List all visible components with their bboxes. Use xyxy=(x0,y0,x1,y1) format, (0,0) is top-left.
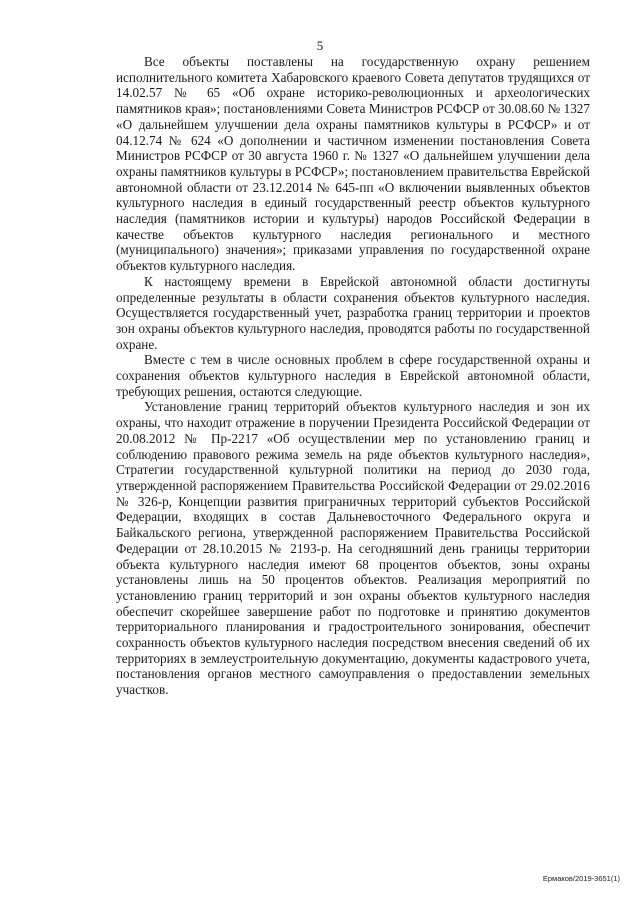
paragraph-main-problems: Вместе с тем в числе основных проблем в сфере государственной охраны и сохранения объектов культурного наследия в Еврейской автономной области, требующих решения, остаются следующие. xyxy=(116,352,590,399)
page-number: 5 xyxy=(316,38,324,53)
paragraph-boundaries: Установление границ территорий объектов культурного наследия и зон их охраны, что находит отражение в поручении Президента Российской Федерации от 20.08.2012 № Пр-2217 «Об осуществлении мер по установлению границ и соблюдению правового режима земель на ряде объектов культурного наследия», Стратегии государственной культурной политики на период до 2030 года, утвержденной распоряжением Правительства Российской Федерации от 29.02.2016 № 326-р, Концепции развития приграничных территорий субъектов Российской Федерации, входящих в состав Дальневосточного Федерального округа и Байкальского региона, утвержденной распоряжением Правительства Российской Федерации от 28.10.2015 № 2193-р. На сегодняшний день границы территории объекта культурного наследия имеют 68 процентов объектов, зоны охраны установлены лишь на 50 процентов объектов. Реализация мероприятий по установлению границ территорий и зон охраны объектов культурного наследия обеспечит скорейшее завершение работ по подготовке и принятию документов территориального планирования и градостроительного зонирования, обеспечит сохранность объектов культурного наследия посредством внесения сведений об их территориях в землеустроительную документацию, документы кадастрового учета, постановления органов местного самоуправления о предоставлении земельных участков. xyxy=(116,399,590,698)
paragraph-protection-decisions: Все объекты поставлены на государственную охрану решением исполнительного комитета Хабаровского краевого Совета депутатов трудящихся от 14.02.57 № 65 «Об охране историко-революционных и археологических памятников края»; постановлениями Совета Министров РСФСР от 30.08.60 № 1327 «О дальнейшем улучшении дела охраны памятников культуры в РСФСР» и от 04.12.74 № 624 «О дополнении и частичном изменении постановления Совета Министров РСФСР от 30 августа 1960 г. № 1327 «О дальнейшем улучшении дела охраны памятников культуры в РСФСР»; постановлением правительства Еврейской автономной области от 23.12.2014 № 645-пп «О включении выявленных объектов культурного наследия в единый государственный реестр объектов культурного наследия (памятников истории и культуры) народов Российской Федерации в качестве объектов культурного наследия регионального и местного (муниципального) значения»; приказами управления по государственной охране объектов культурного наследия. xyxy=(116,54,590,274)
document-body xyxy=(116,54,590,698)
document-code: Ермаков/2019-3651(1) xyxy=(542,874,620,883)
paragraph-current-results: К настоящему времени в Еврейской автономной области достигнуты определенные результаты в области сохранения объектов культурного наследия. Осуществляется государственный учет, разработка границ территории и проектов зон охраны объектов культурного наследия, проводятся работы по государственной охране. xyxy=(116,273,590,352)
